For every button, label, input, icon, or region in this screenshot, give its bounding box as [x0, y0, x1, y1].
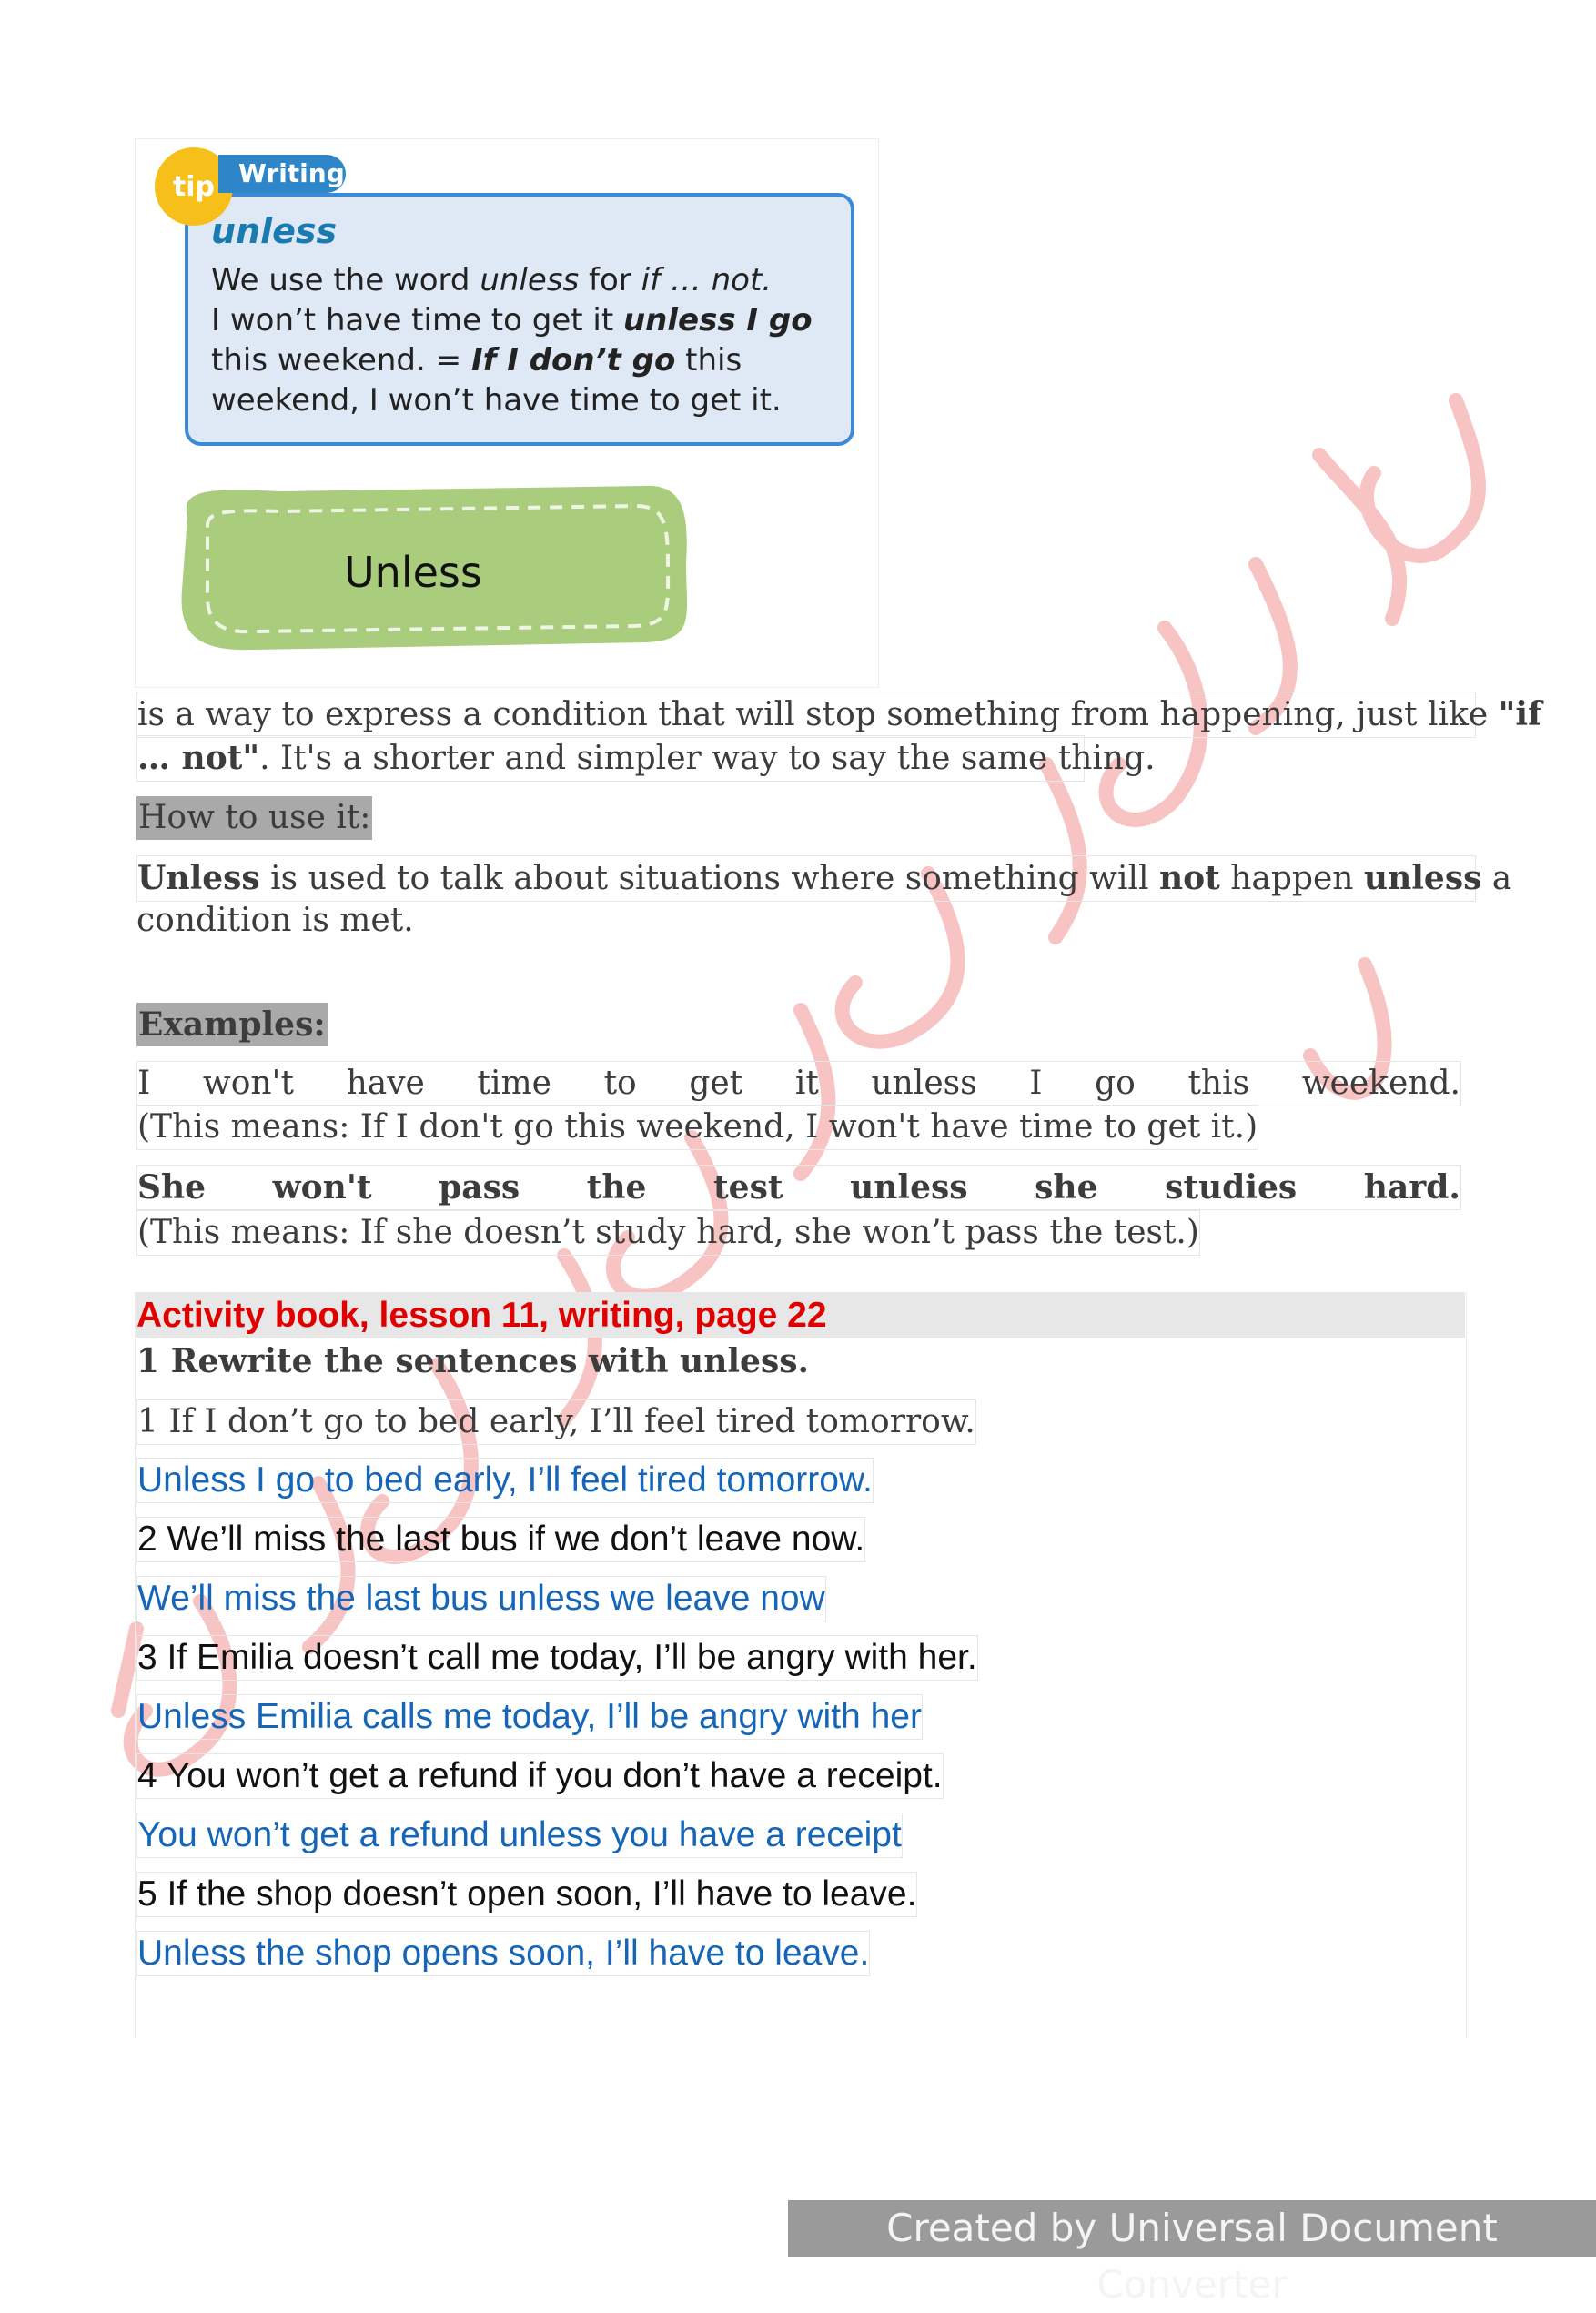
usage-line-2: condition is met. — [136, 902, 414, 939]
example2-word: test — [713, 1168, 783, 1207]
example2-word: the — [586, 1168, 647, 1207]
definition-line-2: … not". It's a shorter and simpler way to say the same thing. — [136, 735, 1085, 782]
example1-word: have — [346, 1065, 425, 1102]
definition-line-1: is a way to express a condition that will stop something from happening, just like "if — [136, 692, 1476, 738]
example1-word: unless — [871, 1065, 977, 1102]
example2-word: pass — [439, 1168, 520, 1207]
tip-text: We use the word unless for if … not. I won’t have time to get it unless I go this weekend. = If I don’t go this weekend, I won’t have time to get it. — [211, 262, 813, 419]
example1-word: to — [603, 1065, 637, 1102]
example-2-sentence — [136, 1165, 1461, 1210]
exercise-4-question: 4 You won’t get a refund if you don’t have a receipt. — [136, 1753, 944, 1799]
example2-word: unless — [850, 1168, 968, 1207]
converter-footer: Created by Universal Document Converter — [788, 2200, 1596, 2257]
exercise-4-answer: You won’t get a refund unless you have a receipt — [136, 1813, 903, 1858]
example-2-meaning: (This means: If she doesn’t study hard, she won’t pass the test.) — [136, 1210, 1200, 1256]
example2-word: hard. — [1363, 1168, 1460, 1207]
exercise-1-answer: Unless I go to bed early, I’ll feel tired tomorrow. — [136, 1458, 874, 1503]
example2-word: won't — [272, 1168, 372, 1207]
exercise-2-question: 2 We’ll miss the last bus if we don’t leave now. — [136, 1517, 865, 1562]
example2-word: she — [1035, 1168, 1098, 1207]
example1-word: time — [477, 1065, 551, 1102]
exercise-3-question: 3 If Emilia doesn’t call me today, I’ll be angry with her. — [136, 1635, 978, 1681]
exercise-1-question: 1 If I don’t go to bed early, I’ll feel tired tomorrow. — [136, 1399, 976, 1445]
exercise-2-answer: We’ll miss the last bus unless we leave now — [136, 1576, 826, 1621]
exercise-3-answer: Unless Emilia calls me today, I’ll be angry with her — [136, 1694, 923, 1740]
example1-word: get — [689, 1065, 743, 1102]
tip-label: Writing — [218, 155, 346, 193]
example1-word: I — [137, 1065, 151, 1102]
tip-badge: tip — [158, 151, 229, 222]
example1-word: go — [1095, 1065, 1136, 1102]
example-1-sentence — [136, 1061, 1461, 1106]
example2-word: studies — [1165, 1168, 1298, 1207]
example2-word: She — [137, 1168, 207, 1207]
exercise-5-answer: Unless the shop opens soon, I’ll have to leave. — [136, 1931, 870, 1976]
unless-label-text: Unless — [344, 548, 482, 597]
example1-word: weekend. — [1301, 1065, 1460, 1102]
usage-line-1: Unless is used to talk about situations where something will not happen unless a — [136, 855, 1476, 902]
example-1-meaning: (This means: If I don't go this weekend, I won't have time to get it.) — [136, 1105, 1258, 1150]
example1-word: it — [794, 1065, 819, 1102]
examples-heading: Examples: — [136, 1003, 328, 1046]
tip-word: unless — [211, 211, 338, 251]
example1-word: I — [1029, 1065, 1043, 1102]
exercise-title: 1 Rewrite the sentences with unless. — [136, 1342, 810, 1380]
activity-frame — [135, 1292, 1467, 2038]
exercise-5-question: 5 If the shop doesn’t open soon, I’ll have to leave. — [136, 1872, 917, 1917]
example1-word: this — [1187, 1065, 1250, 1102]
how-to-use-heading: How to use it: — [136, 796, 372, 840]
activity-heading: Activity book, lesson 11, writing, page 22 — [136, 1296, 827, 1335]
example1-word: won't — [202, 1065, 294, 1102]
